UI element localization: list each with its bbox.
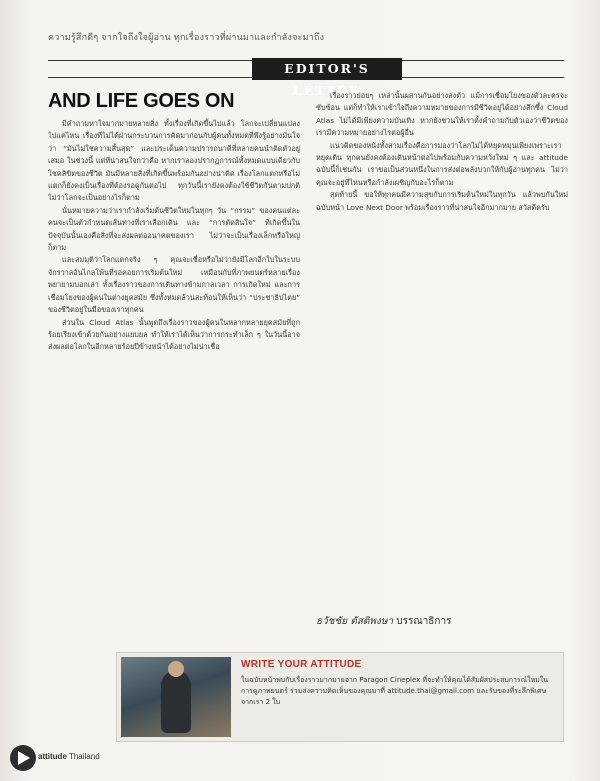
footer-brand: [38, 752, 100, 761]
editor-signature: [316, 614, 568, 632]
promo-box[interactable]: [116, 652, 564, 742]
paragraph: มีคำถามหาใจมากมายหลายสิ่ง ทั้งเรื่องที่เกิดขึ้นไปแล้ว โลกจะเปลี่ยนแปลงไปแค่ไหน เรื่องที่ไม่ได้ผ่านกระบวนการคิดมาก่อนกับผู้คนทั้งหมดที่พึงรู้อย่างมั่นใจว่า “มันไม่ใช่ความสิ้นสุด” และประเด็นความปรารถนาดีที่หลายคนนำติดตัวอยู่เสมอ ในช่วงนี้ แต่ที่น่าสนใจกว่าคือ หากเราลองปรากฏการณ์ทั้งหมดแบบเดียวกับโชคลิขิตของชีวิต มันมีหลายสิ่งที่เกิดขึ้นพร้อมกันอย่างน่าคิด เรื่องโลกแตกหรือไม่แตกก็ยังคงเป็นเรื่องที่ต้องรอดูกันต่อไป ทุกวันนี้เรายังคงต้องใช้ชีวิตกันตามปกติ ไม่ว่าโลกจะเป็นอย่างไรก็ตาม: [48, 119, 300, 203]
promo-title: WRITE YOUR ATTITUDE: [241, 659, 362, 670]
promo-photo: [121, 657, 231, 737]
paragraph: สุดท้ายนี้ ขอให้ทุกคนมีความสุขกับการเริ่มต้นใหม่ในทุกวัน แล้วพบกันใหม่ฉบับหน้า Love Next Door พร้อมเรื่องราวที่น่าสนใจอีกมากมาย สวัสดีครับ: [316, 190, 568, 212]
promo-body: ในฉบับหน้าพบกับเรื่องราวมากมายจาก Paragon Cineplex ที่จะทำให้คุณได้สัมผัสประสบการณ์ใหม่ในการดูภาพยนตร์ ร่วมส่งความคิดเห็นของคุณมาที่ attitude.thai@gmail.com และรับของที่ระลึกพิเศษจากเรา 2 ใบ: [241, 676, 549, 706]
header-tagline: ความรู้สึกดีๆ จากใจถึงใจผู้อ่าน ทุกเรื่องราวที่ผ่านมาและกำลังจะมาถึง: [48, 33, 325, 43]
article-column-left: [48, 118, 300, 740]
brand-bold: attitude: [38, 752, 67, 761]
signature-name: ธวัชชัย ตัสติพงษา: [316, 616, 394, 627]
signature-role: บรรณาธิการ: [396, 616, 452, 627]
paragraph: เรื่องราวย่อยๆ เหล่านั้นผสานกันอย่างลงตัว แม้การเชื่อมโยงของตัวละครจะซับซ้อน แต่ก็ทำให้เราเข้าใจถึงความหมายของการมีชีวิตอยู่ได้อย่างลึกซึ้ง Cloud Atlas ไม่ได้มีเพียงความบันเทิง หากยังชวนให้เราตั้งคำถามกับตัวเองว่าชีวิตของเรามีความหมายอย่างไรต่อผู้อื่น: [316, 91, 568, 138]
brand-rest: Thailand: [66, 752, 100, 761]
article-headline: AND LIFE GOES ON: [48, 90, 235, 112]
paragraph: ส่วนใน Cloud Atlas นั้นพูดถึงเรื่องราวของผู้คนในหลากหลายยุคสมัยที่ถูกร้อยเรียงเข้าด้วยกันอย่างแยบยล ทำให้เราได้เห็นว่าการกระทำเล็ก ๆ ในวันนี้อาจส่งผลต่อโลกในอีกหลายร้อยปีข้างหน้าได้อย่างไม่น่าเชื่อ: [48, 317, 300, 352]
section-banner: [48, 58, 564, 98]
paragraph: นั่นหมายความว่าเรากำลังเริ่มต้นชีวิตใหม่ในทุกๆ วัน “กรรม” ของคนแต่ละคนจะเป็นตัวกำหนดเส้นทางที่เราเลือกเดิน และ “การตัดสินใจ” ที่เกิดขึ้นในปัจจุบันนั้นเองคือสิ่งที่จะส่งผลต่ออนาคตของเรา ไม่ว่าจะเป็นเรื่องเล็กหรือใหญ่ก็ตาม: [48, 205, 300, 253]
person-head: [168, 661, 184, 677]
person-silhouette: [161, 671, 191, 733]
paragraph: และสมมุติว่าโลกแตกจริง ๆ คุณจะเชื่อหรือไม่ว่ายังมีโลกอีกใบในระบบจักรวาลอันไกลโพ้นที่รอคอยการเริ่มต้นใหม่ เหมือนกับที่ภาพยนตร์หลายเรื่องพยายามบอกเล่า ทั้งเรื่องราวของการเดินทางข้ามกาลเวลา การเกิดใหม่ และการเชื่อมโยงของผู้คนในต่างยุคสมัย ซึ่งทั้งหมดล้วนสะท้อนให้เห็นว่า “ประชาธิปไตย” ของชีวิตอยู่ในมือของเราทุกคน: [48, 255, 300, 315]
article-column-right: [316, 90, 568, 610]
paragraph: แนวคิดของหนังทั้งสามเรื่องคือการมองว่าโลกไม่ได้หยุดหมุนเพียงเพราะเราหยุดเดิน ทุกคนยังคงต้องเดินหน้าต่อไปพร้อมกับความหวังใหม่ ๆ และ attitude ฉบับนี้ก็เช่นกัน เราขอเป็นส่วนหนึ่งในการส่งต่อพลังบวกให้กับผู้อ่านทุกคน ไม่ว่าคุณจะอยู่ที่ไหนหรือกำลังเผชิญกับอะไรก็ตาม: [316, 140, 568, 187]
play-icon[interactable]: [10, 745, 36, 771]
section-title: EDITOR'S LETTER: [252, 58, 402, 80]
